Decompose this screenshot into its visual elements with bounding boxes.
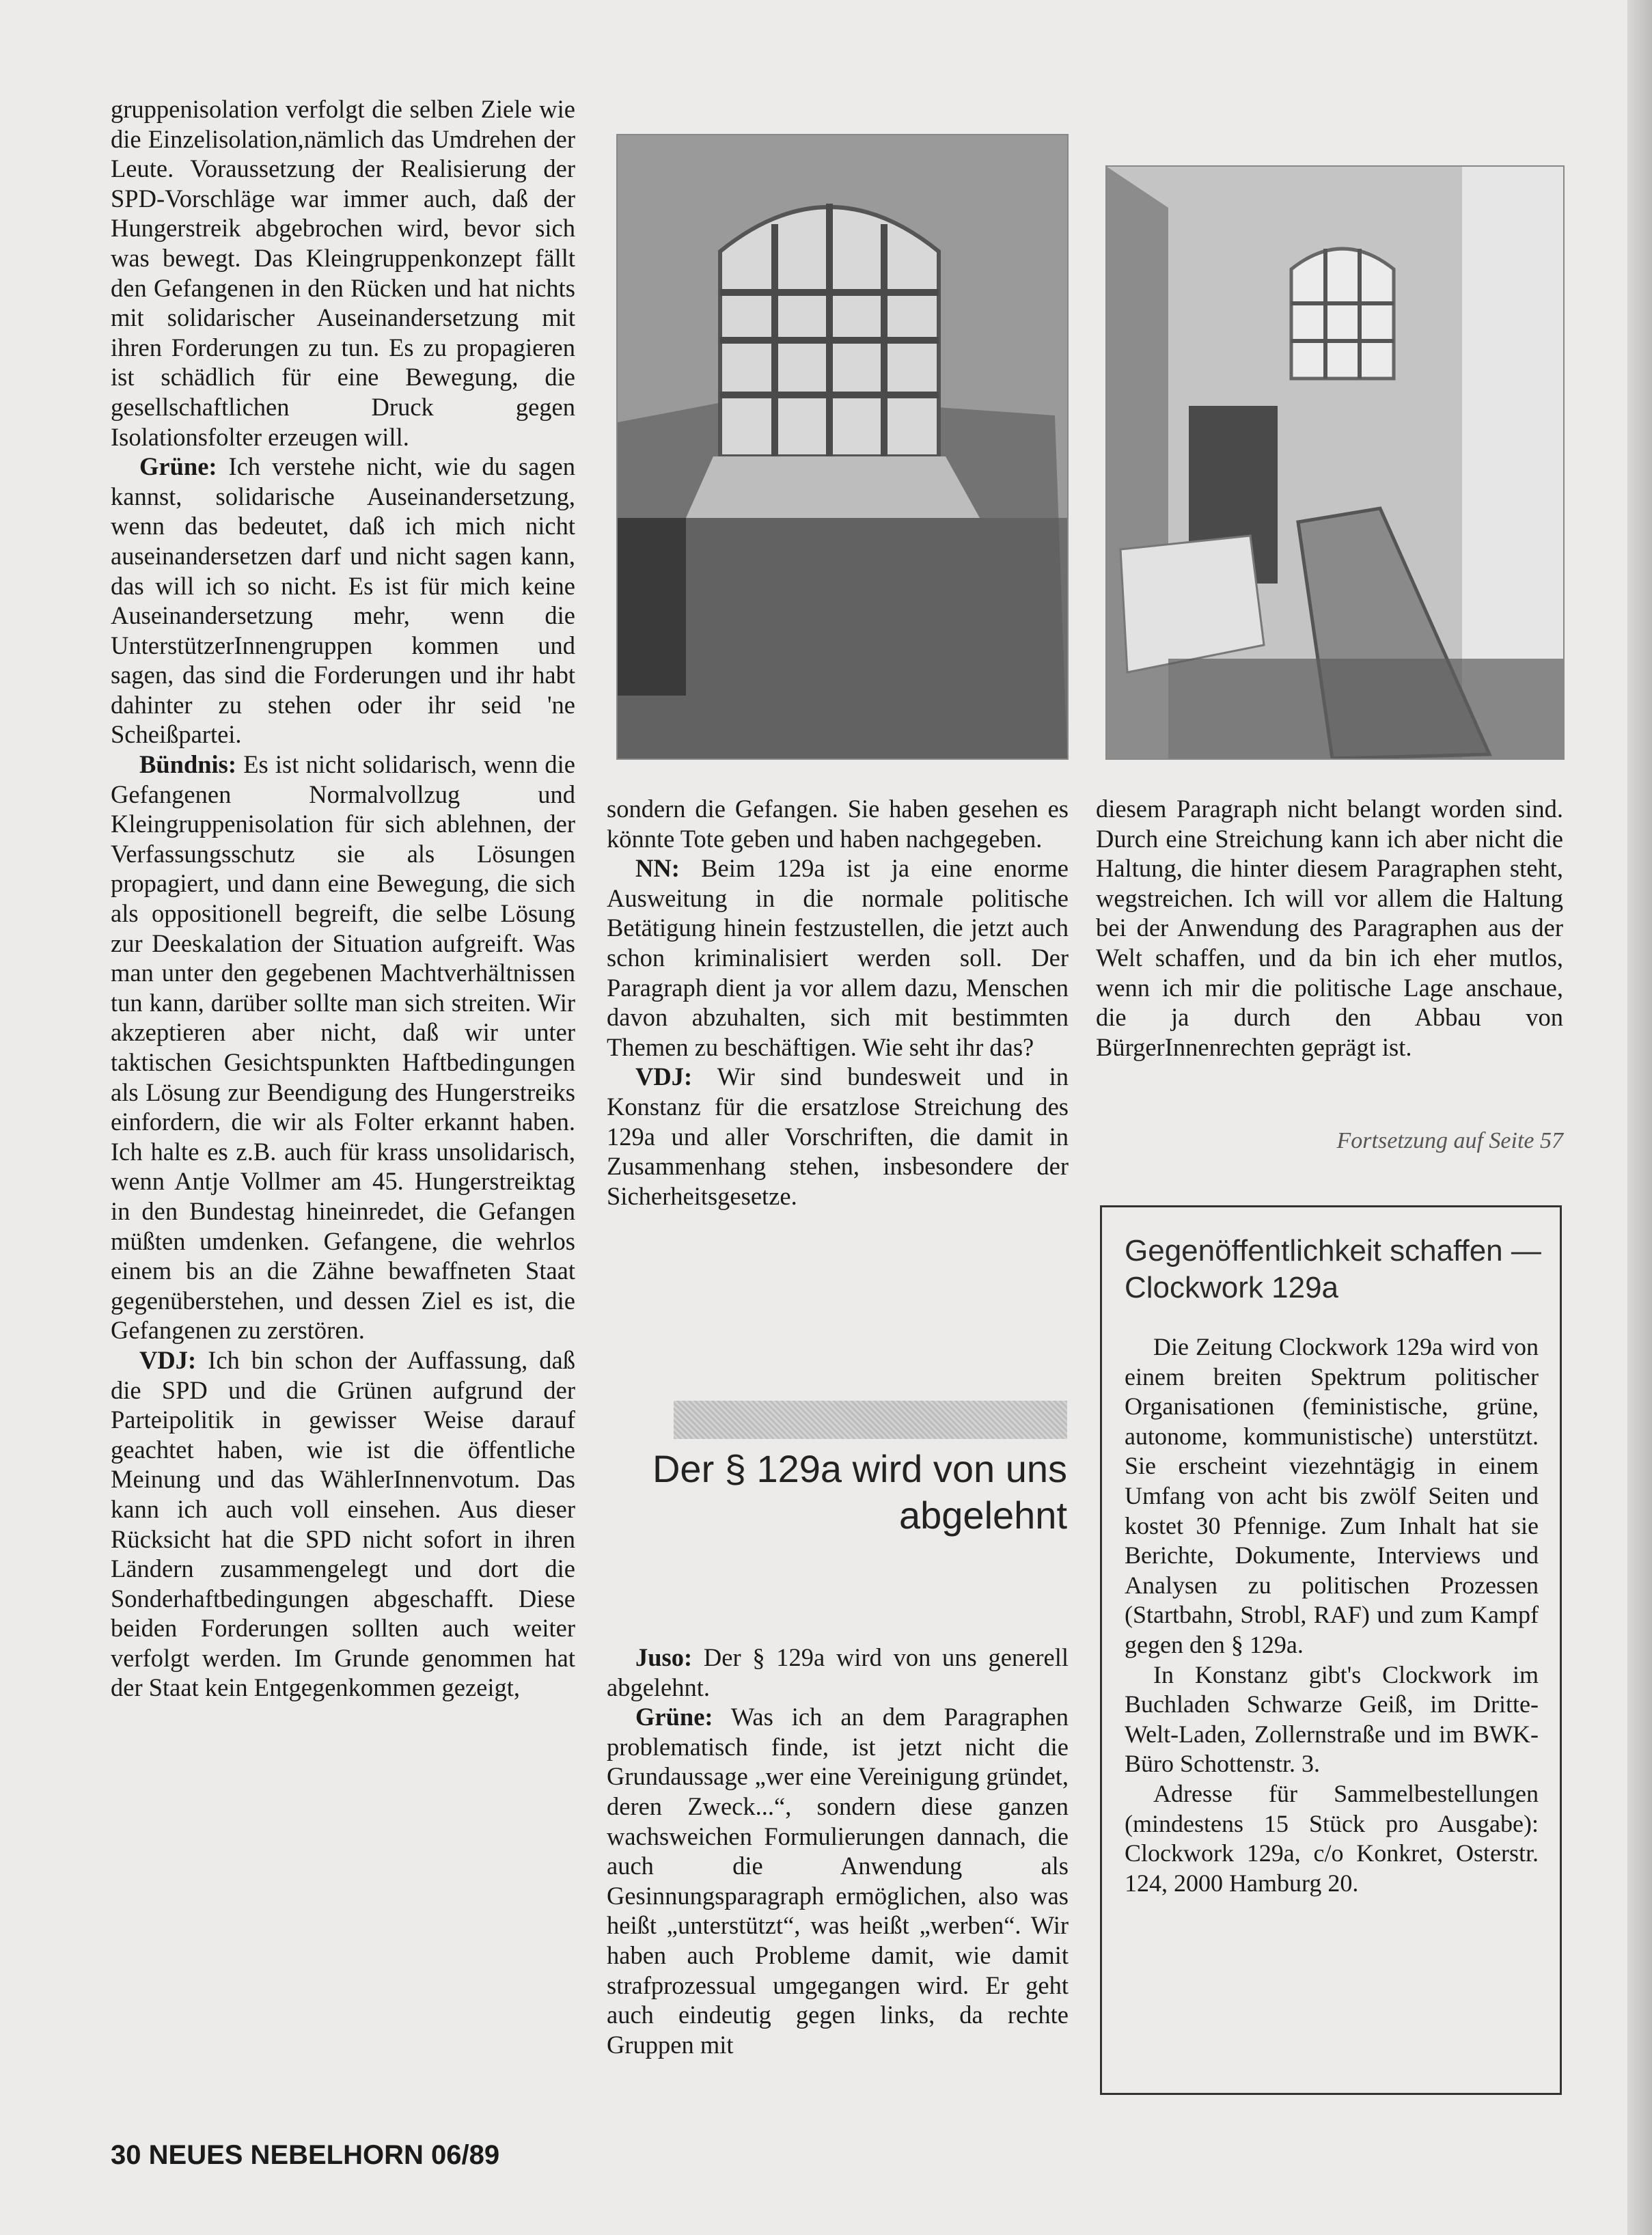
speaker-label: Grüne: [635, 1703, 713, 1731]
paragraph: Adresse für Sammelbestellungen (mindestens 15 Stück pro Ausgabe): Clockwork 129a, c/o Konkret, Osterstr. 124, 2000 Hamburg 20. [1125, 1779, 1539, 1897]
photo-cell-bed-image [1107, 167, 1563, 758]
page-number: 30 [111, 2140, 141, 2170]
speaker-label: VDJ: [139, 1345, 197, 1374]
column-middle [607, 794, 1069, 1211]
paragraph: VDJ: Wir sind bundesweit und in Konstanz für die ersatzlose Streichung des 129a und aller Vorschriften, die damit in Zusammenhang stehen, insbesondere der Sicherheitsgesetze. [607, 1062, 1069, 1210]
paragraph: In Konstanz gibt's Clockwork im Buchladen Schwarze Geiß, im Dritte-Welt-Laden, Zollernstraße und im BWK-Büro Schottenstr. 3. [1125, 1660, 1539, 1778]
sidebar-title: Gegenöffentlichkeit schaffen — Clockwork 129a [1125, 1234, 1541, 1304]
photo-cell-window-image [618, 135, 1067, 758]
page-edge [1627, 0, 1652, 2235]
photo-cell-bed [1105, 165, 1565, 760]
headline-shade-bar [674, 1401, 1067, 1439]
paragraph: diesem Paragraph nicht belangt worden sind. Durch eine Streichung kann ich aber nicht die Haltung, die hinter diesem Paragraphen steht, wegstreichen. Ich will vor allem die Haltung bei der Anwendung des Paragraphen aus der Welt schaffen, und da bin ich eher mutlos, wenn ich mir die politische Lage anschaue, die ja durch den Abbau von BürgerInnenrechten geprägt ist. [1096, 795, 1563, 1061]
paragraph: Die Zeitung Clockwork 129a wird von einem breiten Spektrum politischer Organisationen (feministische, grüne, autonome, kommunistische) unterstützt. Sie erscheint viezehntägig in einem Umfang von acht bis zwölf Seiten und kostet 30 Pfennige. Zum Inhalt hat sie Berichte, Dokumente, Interviews und Analysen zu politischen Prozessen (Startbahn, Strobl, RAF) und zum Kampf gegen den § 129a. [1125, 1333, 1539, 1658]
publication-name: NEUES NEBELHORN [148, 2140, 424, 2170]
continuation-note: Fortsetzung auf Seite 57 [1336, 1128, 1563, 1153]
paragraph: Grüne: Was ich an dem Paragraphen problematisch finde, ist jetzt nicht die Grundaussage „wer eine Vereinigung gründet, deren Zweck...“, sondern diese ganzen wachsweichen Formulierungen dannach, die auch die Anwendung als Gesinnungsparagraph ermöglichen, also was heißt „unterstützt“, was heißt „werben“. Wir haben auch Probleme damit, wie damit strafprozessual umgegangen wird. Er geht auch eindeutig gegen links, da rechte Gruppen mit [607, 1703, 1069, 2059]
page-footer [111, 2140, 499, 2171]
paragraph: gruppenisolation verfolgt die selben Ziele wie die Einzelisolation,nämlich das Umdrehen der Leute. Voraussetzung der Realisierung der SPD-Vorschläge war immer auch, daß der Hungerstreik abgebrochen wird, bevor sich was bewegt. Das Kleingruppenkonzept fällt den Gefangenen in den Rücken und hat nichts mit solidarischer Auseinandersetzung mit ihren Forderungen zu tun. Es zu propagieren ist schädlich für eine Bewegung, die gesellschaftlichen Druck gegen Isolationsfolter erzeugen will. [111, 95, 575, 451]
column-left [111, 94, 575, 1703]
paragraph: Grüne: Ich verstehe nicht, wie du sagen kannst, solidarische Auseinandersetzung, wenn das bedeutet, daß ich mich nicht auseinandersetzen darf und nicht sagen kann, das will ich so nicht. Es ist für mich keine Auseinandersetzung mehr, wenn die UnterstützerInnengruppen kommen und sagen, das sind die Forderungen und ihr habt dahinter zu stehen oder ihr seid 'ne Scheißpartei. [111, 452, 575, 749]
paragraph: VDJ: Ich bin schon der Auffassung, daß die SPD und die Grünen aufgrund der Parteipolitik in gewisser Weise darauf geachtet haben, wie ist die öffentliche Meinung und das WählerInnenvotum. Das kann ich auch voll einsehen. Aus dieser Rücksicht hat die SPD nicht sofort in ihren Ländern zusammengelegt und dort die Sonderhaftbedingungen abgeschafft. Diese beiden Forderungen sollten auch weiter verfolgt werden. Im Grunde genommen hat der Staat kein Entgegenkommen gezeigt, [111, 1345, 575, 1702]
paragraph: NN: Beim 129a ist ja eine enorme Ausweitung in die normale politische Betätigung hinein festzustellen, die jetzt auch schon kriminalisiert werden soll. Der Paragraph dient ja vor allem dazu, Menschen davon abzuhalten, sich mit bestimmten Themen zu beschäftigen. Wie seht ihr das? [607, 854, 1069, 1061]
speaker-label: NN: [635, 854, 680, 883]
speaker-label: Juso: [635, 1643, 693, 1671]
section-headline: Der § 129a wird von uns abgelehnt [652, 1447, 1067, 1537]
column-right [1096, 794, 1563, 1062]
paragraph: sondern die Gefangen. Sie haben gesehen es könnte Tote geben und haben nachgegeben. [607, 795, 1069, 853]
speaker-label: Grüne: [139, 452, 217, 481]
issue-number: 06/89 [431, 2140, 500, 2170]
paragraph: Juso: Der § 129a wird von uns generell abgelehnt. [607, 1643, 1069, 1701]
speaker-label: Bündnis: [139, 750, 237, 779]
speaker-label: VDJ: [635, 1062, 693, 1091]
paragraph: Bündnis: Es ist nicht solidarisch, wenn die Gefangenen Normalvollzug und Kleingruppenisolation für sich ablehnen, der Verfassungsschutz sie als Lösungen propagiert, und dann eine Bewegung, die sich als oppositionell begreift, die selbe Lösung zur Deeskalation der Situation aufgreift. Was man unter den gegebenen Machtverhältnissen tun kann, darüber sollte man sich streiten. Wir akzeptieren aber nicht, daß wir unter taktischen Gesichtspunkten Haftbedingungen als Lösung zur Beendigung des Hungerstreiks einfordern, die wir als Folter erkannt haben. Ich halte es z.B. auch für krass unsolidarisch, wenn Antje Vollmer am 45. Hungerstreiktag in den Bundestag hineinredet, die Gefangen müßten umdenken. Gefangene, die wehrlos einem bis an die Zähne bewaffneten Staat gegenüberstehen, und dessen Ziel es ist, die Gefangenen zu zerstören. [111, 750, 575, 1345]
photo-cell-window [616, 134, 1069, 760]
sidebar-text [1125, 1332, 1539, 1898]
column-middle-lower [607, 1643, 1069, 2059]
